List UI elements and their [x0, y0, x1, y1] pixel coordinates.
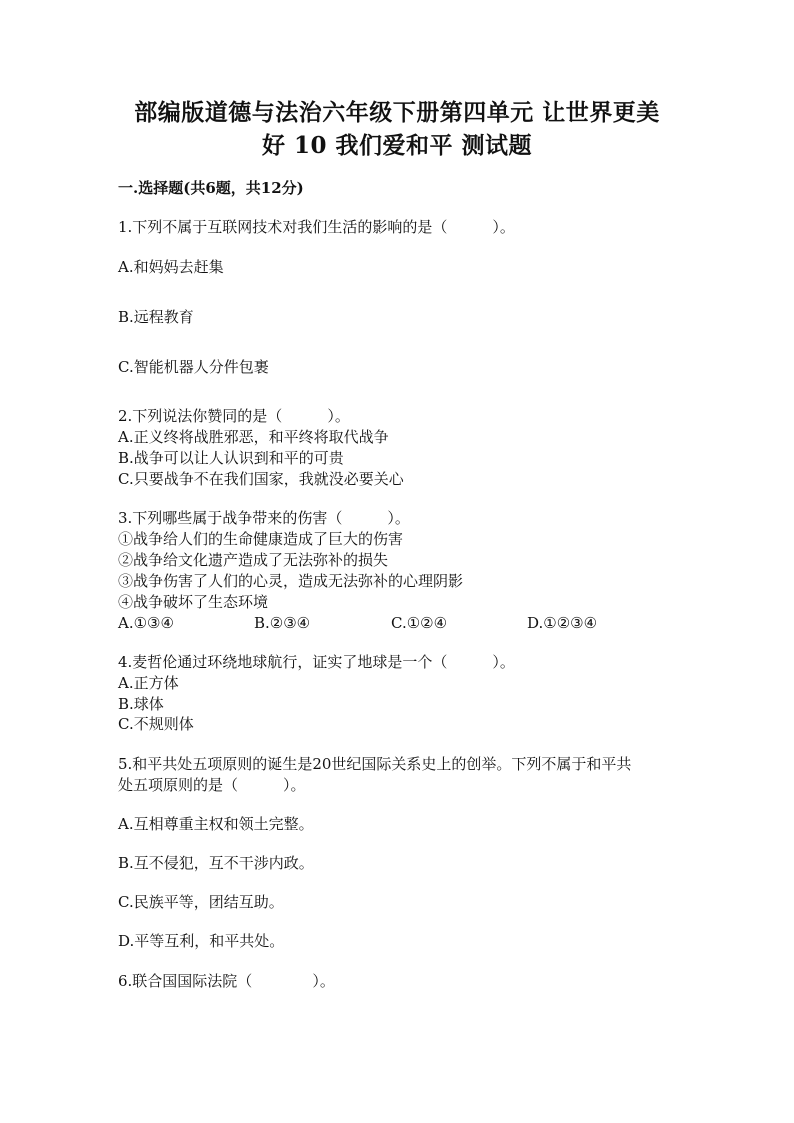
- question-5-option-a: A.互相尊重主权和领土完整。: [118, 815, 314, 833]
- question-3-option-a: A.①③④: [118, 614, 174, 632]
- section-heading: 一.选择题(共6题，共12分): [118, 179, 304, 197]
- question-3-option-b: B.②③④: [254, 614, 311, 632]
- question-3-option-c: C.①②④: [391, 614, 448, 632]
- question-2-stem: 2.下列说法你赞同的是（ ）。: [118, 407, 350, 425]
- question-5-option-c: C.民族平等，团结互助。: [118, 893, 284, 911]
- question-4-option-b: B.球体: [118, 695, 164, 713]
- question-4-option-a: A.正方体: [118, 674, 179, 692]
- question-1-option-a: A.和妈妈去赶集: [118, 258, 224, 276]
- question-3-option-d: D.①②③④: [527, 614, 598, 632]
- question-6-stem: 6.联合国国际法院（ ）。: [118, 972, 335, 990]
- question-2-option-b: B.战争可以让人认识到和平的可贵: [118, 449, 344, 467]
- question-1-option-b: B.远程教育: [118, 308, 194, 326]
- question-5-stem-line-1: 5.和平共处五项原则的诞生是20世纪国际关系史上的创举。下列不属于和平共: [118, 755, 632, 773]
- question-1-stem: 1.下列不属于互联网技术对我们生活的影响的是（ ）。: [118, 218, 515, 236]
- question-2-option-c: C.只要战争不在我们国家，我就没必要关心: [118, 470, 404, 488]
- exam-title-line-2: 好 10 我们爱和平 测试题: [261, 132, 533, 159]
- question-3-statement-2: ②战争给文化遗产造成了无法弥补的损失: [118, 551, 389, 569]
- question-5-option-b: B.互不侵犯，互不干涉内政。: [118, 854, 314, 872]
- question-3-stem: 3.下列哪些属于战争带来的伤害（ ）。: [118, 509, 410, 527]
- exam-title-line-1: 部编版道德与法治六年级下册第四单元 让世界更美: [134, 99, 660, 126]
- question-3-statement-3: ③战争伤害了人们的心灵，造成无法弥补的心理阴影: [118, 572, 464, 590]
- question-5-stem-line-2: 处五项原则的是（ ）。: [118, 776, 306, 794]
- question-1-option-c: C.智能机器人分件包裹: [118, 358, 269, 376]
- question-3-statement-4: ④战争破坏了生态环境: [118, 593, 269, 611]
- question-4-stem: 4.麦哲伦通过环绕地球航行，证实了地球是一个（ ）。: [118, 653, 515, 671]
- question-4-option-c: C.不规则体: [118, 715, 194, 733]
- question-2-option-a: A.正义终将战胜邪恶，和平终将取代战争: [118, 428, 389, 446]
- question-3-statement-1: ①战争给人们的生命健康造成了巨大的伤害: [118, 530, 404, 548]
- question-5-option-d: D.平等互利，和平共处。: [118, 932, 285, 950]
